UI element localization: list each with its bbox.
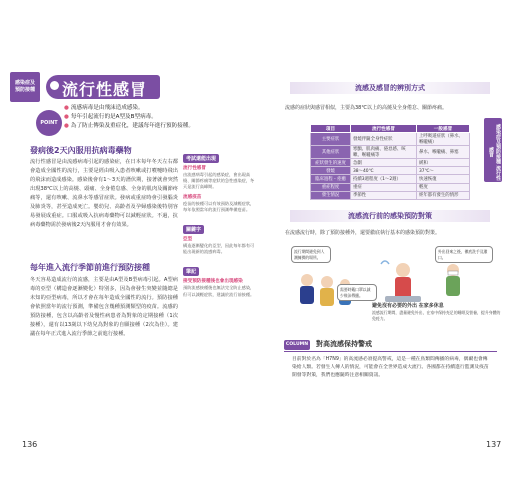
section-text-2: 冬天容易造成流行的流感，主要是由A型及B型病毒引起。A型病毒的亞型（構造會逐漸變化）特別多，因為會發生突變並隨總是未知的亞型病毒，所以才會在每年造成全國性的流行。預防接種會依照當年的流行預測，準備包含幾種預測類型的疫苗。流感的預防接種，包含以高齡者及慢性病患者為對象的定期接種（1次接種），還有以13歲以下幼兒為對象的自願接種（2次為佳）。建議在每年正式進入流行季節之前進行接種。 <box>30 277 178 337</box>
category-tab: 感染症及 預防接種 <box>10 72 40 102</box>
section-text-1: 流行性感冒是由流感病毒引起的感染症，在日本每年冬天左右都會造成全國性的流行，主要是經由吸入患者咳嗽或打噴嚏時飛出的飛沫而造成感染。感染後會有1～3天的潛伏期，接著就會突然出現38℃以上的高燒、頭痛、全身倦怠感、全身的肌肉及關節疼痛等，還有咳嗽、流鼻水等感冒症狀。發病或重症時會引發腦炎及肺炎等，甚至造成死亡。嬰幼兒、高齡者及孕婦感染後特別容易發展成重症。口服或吸入抗病毒藥物可以減輕症狀。不過，抗病毒藥物需於發病後2天內服用才會有效果。 <box>30 159 178 228</box>
tip-bubble: 外出回來之後，徹底洗手及漱口。 <box>435 246 493 263</box>
table-row: 重症程度 重症 輕度 <box>311 183 470 191</box>
side-notes <box>183 145 257 301</box>
page-title <box>46 75 160 99</box>
person-body <box>300 286 314 304</box>
table-header-row <box>311 125 470 133</box>
column-divider <box>284 351 497 352</box>
table-header: 項目 <box>311 125 351 133</box>
person-head <box>301 274 313 286</box>
side-subheading: 接受預防接種後也會出現感染 <box>183 279 243 285</box>
chapter-side-tab: 感染症及預防接種 流行性感冒 <box>484 118 502 182</box>
side-text: 預防流感接種後也無法完全防止感染，但可以減輕症狀，建議於流行前接種。 <box>183 285 255 297</box>
note-heading: 避免沒有必要的外出 在家多休息 <box>372 303 444 309</box>
table-row: 症狀發生的速度 急劇 緩和 <box>311 159 470 167</box>
comparison-table <box>310 124 470 200</box>
point-badge: POINT <box>36 110 62 136</box>
water-icon <box>381 261 389 264</box>
side-subheading: 流感疫苗 <box>183 194 202 200</box>
section-lead-right-2: 在流感流行時，除了預防接種外，還要徹底執行基本的感染預防對策。 <box>285 230 441 236</box>
dot-icon: ● <box>64 114 69 120</box>
person-head <box>321 276 333 288</box>
side-heading: 筆記 <box>183 267 199 276</box>
title-text: 流行性感冒 <box>62 80 148 99</box>
page-number-right: 137 <box>486 440 502 449</box>
table-row: 臨床過程・痊癒 持續3週程度（1～2週） 快速恢復 <box>311 175 470 183</box>
section-title-2: 每年進入流行季節前進行預防接種 <box>30 263 150 272</box>
dot-icon: ● <box>64 105 69 111</box>
dot-icon: ● <box>64 123 69 129</box>
table-header: 一般感冒 <box>416 125 469 133</box>
column-title: 對高流感保持警戒 <box>316 340 372 348</box>
point-item: ● 為了防止傳染及重症化，建議每年進行預防接種。 <box>64 123 194 129</box>
side-subheading: 流行性感冒 <box>183 166 206 171</box>
side-heading: 關鍵字 <box>183 225 204 234</box>
table-row: 其他症狀 寒顫、肌肉痛、倦怠感、咳嗽、喉嚨痛等 鼻水、喉嚨痛、鼻塞 <box>311 146 470 159</box>
table-row: 發燒 38～40℃ 37℃～ <box>311 167 470 175</box>
note-text: 流感流行期間，盡量避免外出，在家中保持充足的睡眠及營養，提升身體的免疫力。 <box>372 310 501 321</box>
section-title-1: 發病後2天內服用抗病毒藥物 <box>30 146 132 155</box>
section-lead-right-1: 流感的症狀與感冒相似，主要為38℃以上的高燒及全身倦怠、關節疼痛。 <box>285 105 447 111</box>
page-number-left: 136 <box>22 440 38 449</box>
point-item: ● 每年引起流行的是A型及B型病毒。 <box>64 114 157 120</box>
column-text: 目前對於名為「H7N9」的高流感必須提高警戒，這是一種在鳥類間傳播的病毒，偶爾也會傳染給人類。若發生人傳人的情況，可能會在全世界造成大流行。各國都在持續進行監測及疫苗開發等對策，我們也應隨時注意相關資訊。 <box>292 357 489 378</box>
side-subheading: 亞型 <box>183 237 193 243</box>
point-item: ● 流感病毒是由飛沫造成感染。 <box>64 105 144 111</box>
section-title-right-1: 流感及感冒的辨別方式 <box>290 82 490 94</box>
bullet-icon <box>50 81 59 90</box>
tip-bubble: 需要時戴口罩以減少飛沫傳播。 <box>337 284 377 301</box>
table-header: 流行性感冒 <box>351 125 417 133</box>
point-list <box>64 104 254 131</box>
table-row: 發生情況 季節性 經年都有發生的情形 <box>311 191 470 199</box>
person-head <box>396 263 410 277</box>
tip-bubble: 流行期間避免到人潮擁擠的場所。 <box>291 246 331 263</box>
side-text: 由流感病毒引起的感染症，會出現高燒、關節疼痛等症狀的急性感染症，冬天是流行高峰期。 <box>183 172 255 190</box>
person-body <box>446 276 460 296</box>
table-row: 主要症狀 發燒伴隨全身性症狀 上呼吸道症狀（鼻水、喉嚨痛） <box>311 133 470 146</box>
mask-icon <box>448 271 458 275</box>
prevention-note <box>372 302 502 321</box>
side-text: 構造逐漸變化的亞型，因此每年都有可能出現新的流感病毒。 <box>183 243 255 255</box>
side-text: 疫苗的接種可以有效預防及減輕症狀，每年依照當年的流行預測準備疫苗。 <box>183 200 255 212</box>
side-heading: 考試還能出現 <box>183 154 219 163</box>
section-title-right-2: 流感流行前的感染預防對策 <box>290 210 490 222</box>
column-badge: COLUMN <box>284 340 310 350</box>
person-body <box>320 288 334 306</box>
person-body <box>395 277 411 299</box>
